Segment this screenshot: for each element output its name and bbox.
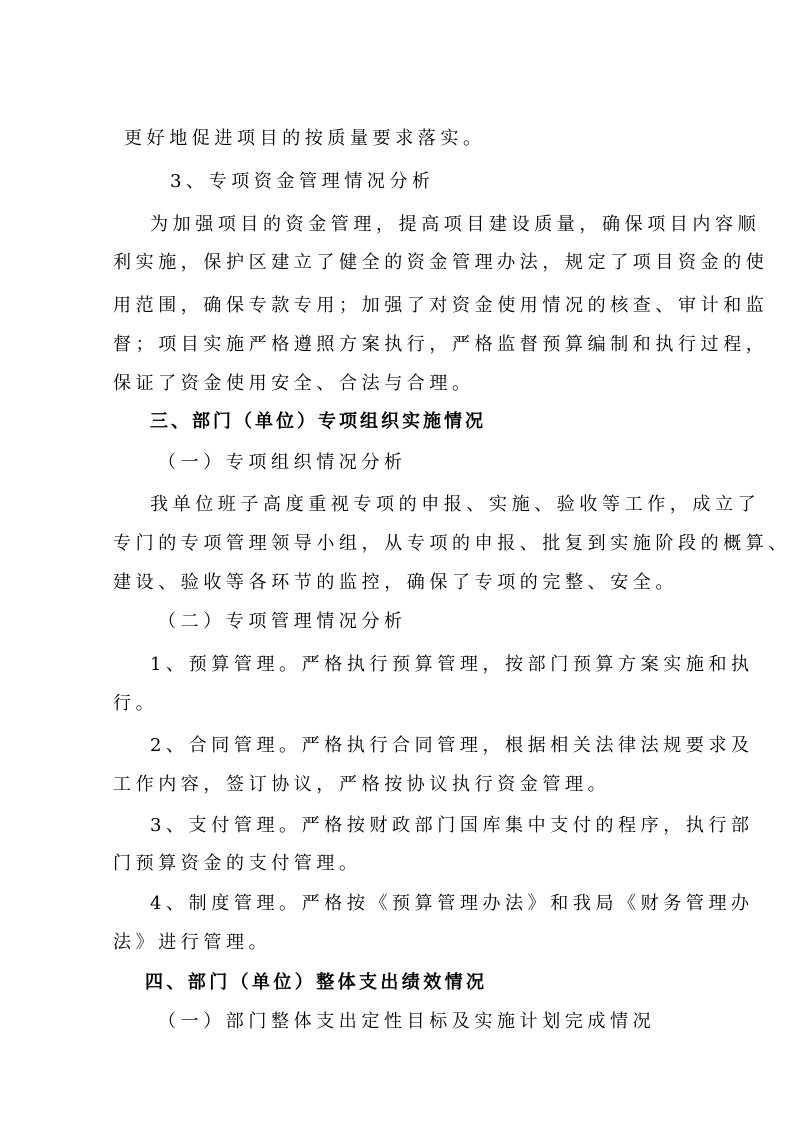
paragraph-line: 为加强项目的资金管理，提高项目建设质量，确保项目内容顺	[150, 214, 761, 235]
paragraph-line: 1、预算管理。严格执行预算管理，按部门预算方案实施和执	[150, 654, 754, 675]
paragraph-line: 我单位班子高度重视专项的申报、实施、验收等工作，成立了	[150, 494, 761, 515]
subsection-heading: （一）部门整体支出定性目标及实施计划完成情况	[158, 1011, 656, 1032]
paragraph-line: 4、制度管理。严格按《预算管理办法》和我局《财务管理办	[150, 893, 754, 914]
paragraph-line: 保证了资金使用安全、合法与合理。	[113, 373, 475, 394]
paragraph-line: 行。	[113, 693, 159, 714]
paragraph-line: 利实施，保护区建立了健全的资金管理办法，规定了项目资金的使	[113, 252, 769, 273]
paragraph-line: 更好地促进项目的按质量要求落实。	[124, 128, 486, 149]
subsection-heading: 3、专项资金管理情况分析	[170, 171, 435, 192]
paragraph-line: 用范围，确保专款专用；加强了对资金使用情况的核查、审计和监	[113, 295, 769, 316]
paragraph-line: 督；项目实施严格遵照方案执行，严格监督预算编制和执行过程，	[113, 334, 769, 355]
paragraph-line: 工作内容，签订协议，严格按协议执行资金管理。	[113, 774, 611, 795]
subsection-heading: （二）专项管理情况分析	[158, 611, 407, 632]
section-heading: 四、部门（单位）整体支出绩效情况	[145, 972, 488, 993]
paragraph-line: 建设、验收等各环节的监控，确保了专项的完整、安全。	[113, 572, 678, 593]
paragraph-line: 门预算资金的支付管理。	[113, 853, 362, 874]
paragraph-line: 2、合同管理。严格执行合同管理，根据相关法律法规要求及	[150, 735, 754, 756]
subsection-heading: （一）专项组织情况分析	[158, 452, 407, 473]
paragraph-line: 专门的专项管理领导小组，从专项的申报、批复到实施阶段的概算、	[113, 533, 791, 554]
paragraph-line: 法》进行管理。	[113, 932, 272, 953]
paragraph-line: 3、支付管理。严格按财政部门国库集中支付的程序，执行部	[150, 815, 754, 836]
section-heading: 三、部门（单位）专项组织实施情况	[150, 411, 486, 432]
